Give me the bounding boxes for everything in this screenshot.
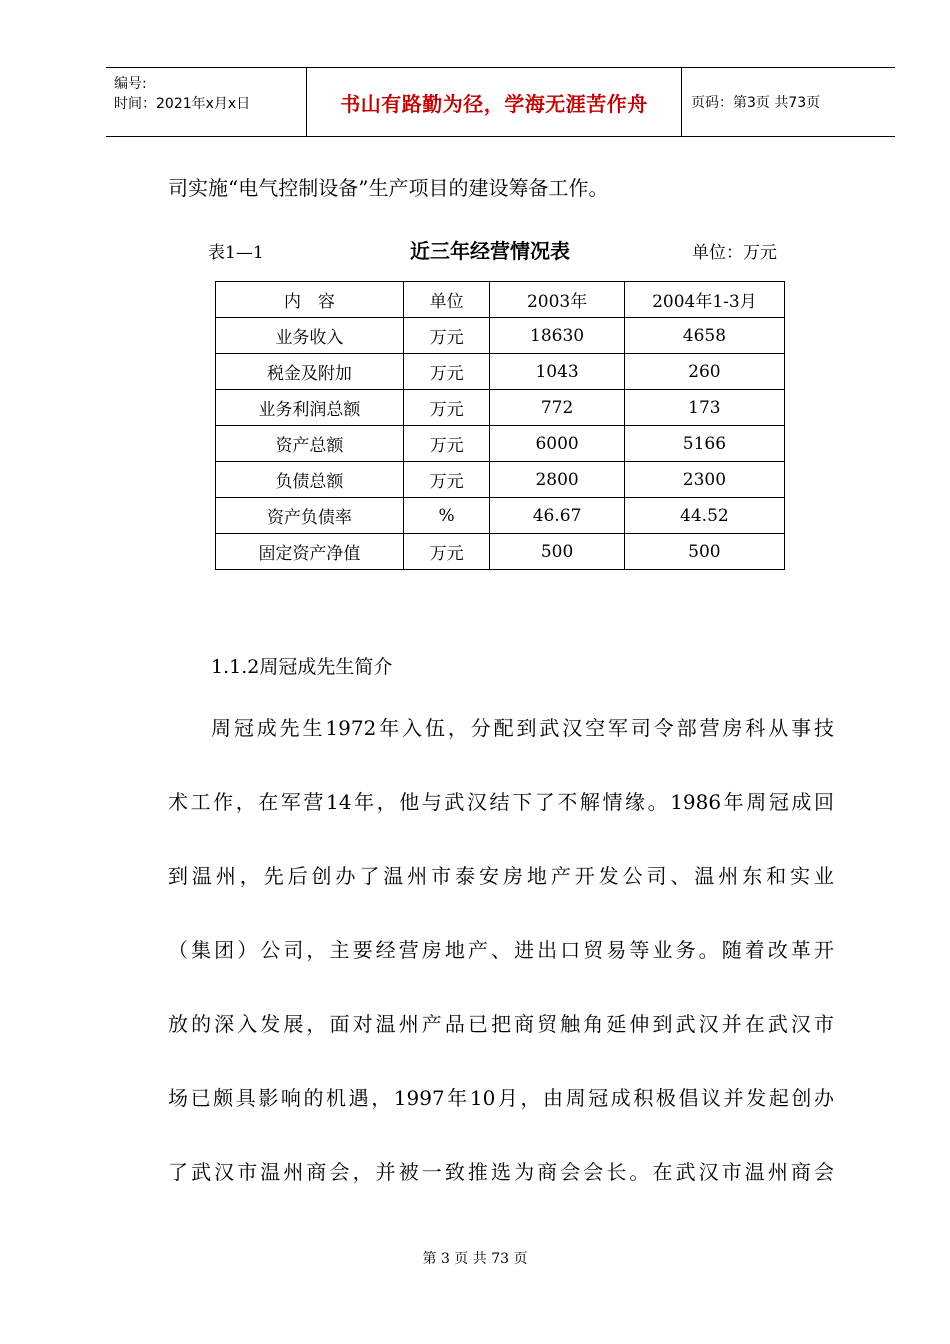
- table-cell: 万元: [403, 534, 490, 570]
- table-number: 表1—1: [208, 243, 264, 263]
- table-cell: 2300: [624, 462, 784, 498]
- header-cell: 2004年1-3月: [624, 282, 784, 318]
- table-cell: 18630: [490, 318, 624, 354]
- table-row: [216, 498, 785, 534]
- intro-line: 司实施“电气控制设备”生产项目的建设筹备工作。: [168, 176, 609, 200]
- header-left: [106, 68, 306, 136]
- time-label: 时间：2021年x月x日: [114, 96, 251, 112]
- table-cell: 6000: [490, 426, 624, 462]
- body-line: （集团）公司，主要经营房地产、进出口贸易等业务。随着改革开: [168, 938, 834, 962]
- table-cell: 260: [624, 354, 784, 390]
- table-cell: 500: [624, 534, 784, 570]
- table-cell: 税金及附加: [216, 354, 404, 390]
- section-heading: 1.1.2周冠成先生简介: [211, 656, 393, 678]
- body-line: 了武汉市温州商会，并被一致推选为商会会长。在武汉市温州商会: [168, 1160, 834, 1184]
- table-cell: %: [403, 498, 490, 534]
- page-footer: 第 3 页 共 73 页: [422, 1251, 528, 1267]
- header-cell: 内 容: [216, 282, 404, 318]
- table-row: [216, 318, 785, 354]
- operations-table: [215, 281, 785, 570]
- table-caption: [0, 235, 950, 263]
- table-cell: 44.52: [624, 498, 784, 534]
- page-header: [106, 67, 895, 137]
- body-line: 场已颇具影响的机遇，1997年10月，由周冠成积极倡议并发起创办: [168, 1086, 834, 1110]
- table-row: [216, 426, 785, 462]
- table-cell: 万元: [403, 354, 490, 390]
- table-cell: 4658: [624, 318, 784, 354]
- table-cell: 万元: [403, 390, 490, 426]
- table-row: [216, 390, 785, 426]
- header-right: [681, 68, 895, 136]
- body-line: 放的深入发展，面对温州产品已把商贸触角延伸到武汉并在武汉市: [168, 1012, 834, 1036]
- page-code: 页码：第3页 共73页: [691, 95, 821, 111]
- table-cell: 资产负债率: [216, 498, 404, 534]
- body-line: 术工作，在军营14年，他与武汉结下了不解情缘。1986年周冠成回: [168, 790, 834, 814]
- table-cell: 46.67: [490, 498, 624, 534]
- table-cell: 固定资产净值: [216, 534, 404, 570]
- body-line: 周冠成先生1972年入伍，分配到武汉空军司令部营房科从事技: [211, 716, 834, 740]
- table-cell: 万元: [403, 426, 490, 462]
- table-header-row: [216, 282, 785, 318]
- table-cell: 173: [624, 390, 784, 426]
- table-row: [216, 354, 785, 390]
- table-cell: 1043: [490, 354, 624, 390]
- header-middle: [306, 68, 682, 136]
- table-cell: 资产总额: [216, 426, 404, 462]
- header-motto: 书山有路勤为径，学海无涯苦作舟: [340, 91, 648, 116]
- table-cell: 万元: [403, 462, 490, 498]
- table-cell: 万元: [403, 318, 490, 354]
- table-cell: 业务收入: [216, 318, 404, 354]
- table-row: [216, 534, 785, 570]
- table-row: [216, 462, 785, 498]
- table-cell: 负债总额: [216, 462, 404, 498]
- table-cell: 业务利润总额: [216, 390, 404, 426]
- body-line: 到温州，先后创办了温州市泰安房地产开发公司、温州东和实业: [168, 864, 834, 888]
- table-cell: 5166: [624, 426, 784, 462]
- table-cell: 500: [490, 534, 624, 570]
- code-label: 编号:: [114, 76, 147, 92]
- table-cell: 772: [490, 390, 624, 426]
- table-unit: 单位：万元: [692, 243, 777, 263]
- table-title: 近三年经营情况表: [410, 239, 570, 263]
- header-cell: 单位: [403, 282, 490, 318]
- table-cell: 2800: [490, 462, 624, 498]
- header-cell: 2003年: [490, 282, 624, 318]
